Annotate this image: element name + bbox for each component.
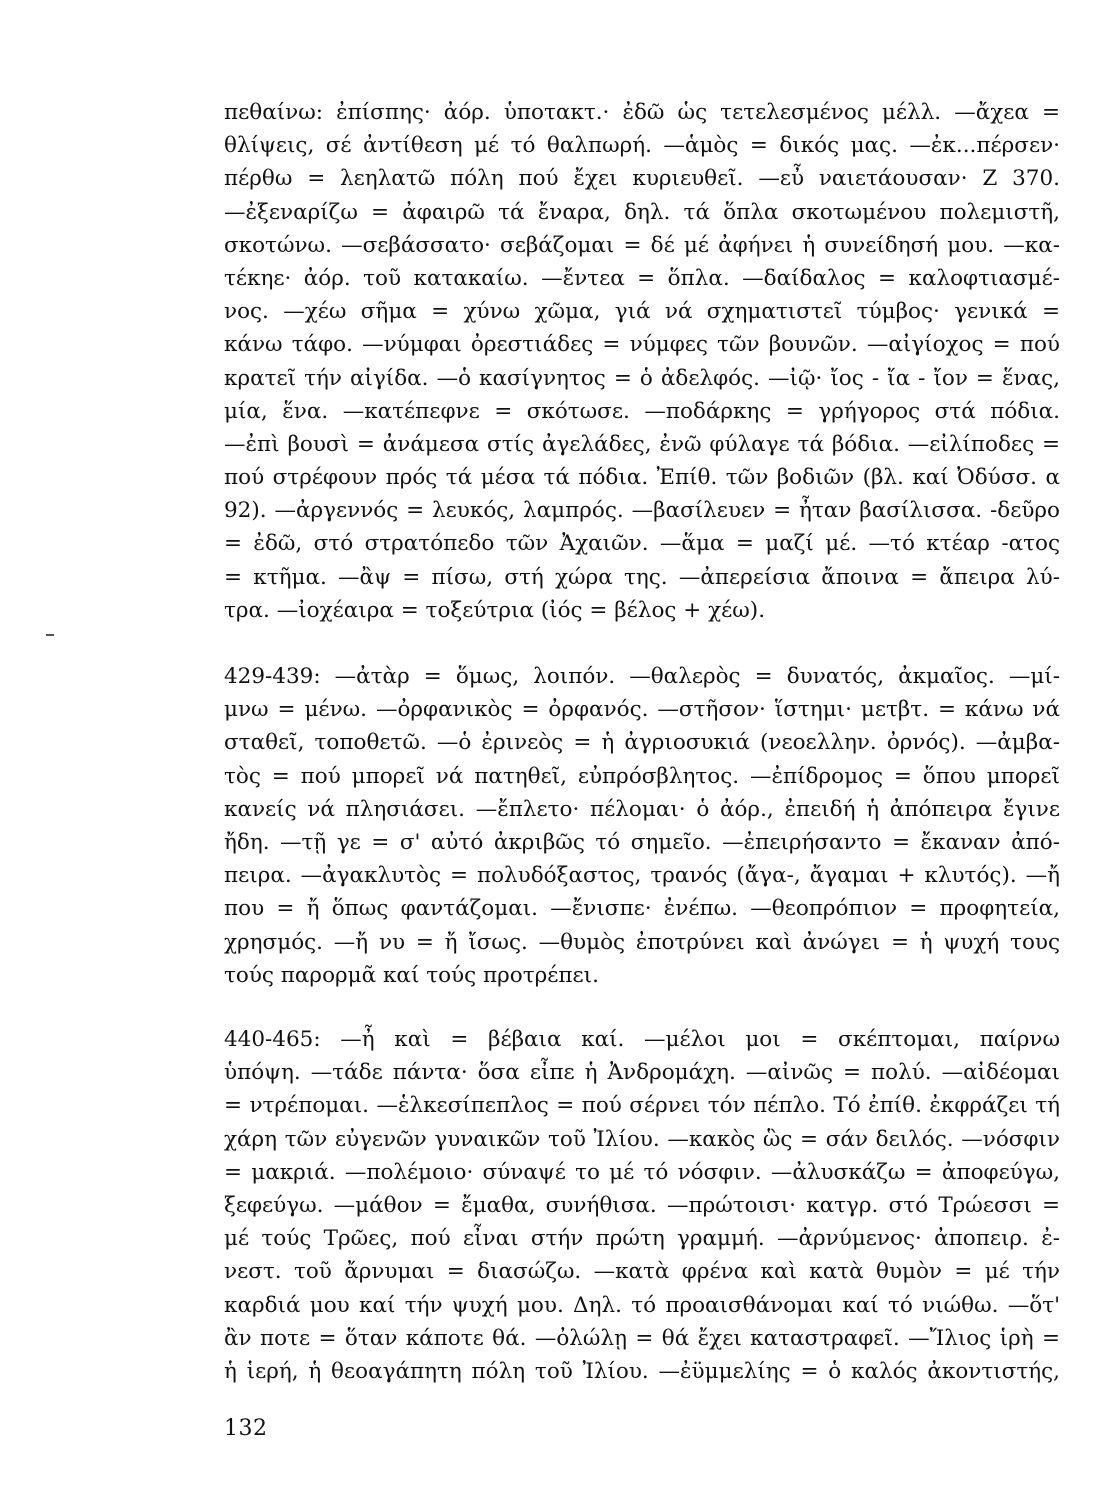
text-line: πειρα. —ἀγακλυτὸς = πολυδόξαστος, τρανός (ἄγα-, ἄγαμαι + κλυτός). —ἤ — [224, 863, 1060, 889]
text-line: χρησμός. —ἤ νυ = ἤ ἴσως. —θυμὸς ἐποτρύνει καὶ ἀνώγει = ἡ ψυχή τους — [224, 929, 1060, 955]
text-line: = κτῆμα. —ἂψ = πίσω, στή χώρα της. —ἀπερείσια ἄποινα = ἄπειρα λύ- — [224, 564, 1060, 590]
text-line: ἡ ἱερή, ἡ θεοαγάπητη πόλη τοῦ Ἰλίου. —ἐϋμμελίης = ὁ καλός ἀκοντιστής, — [224, 1358, 1060, 1384]
text-line: πού στρέφουν πρός τά μέσα τά πόδια. Ἐπίθ. τῶν βοδιῶν (βλ. καί Ὀδύσσ. α — [224, 465, 1060, 491]
text-line: τρα. —ἰοχέαιρα = τοξεύτρια (ἰός = βέλος + χέω). — [224, 597, 766, 623]
text-line: σκοτώνω. —σεβάσσατο· σεβάζομαι = δέ μέ ἀφήνει ἡ συνείδησή μου. —κα- — [224, 232, 1060, 258]
text-line: κάνω τάφο. —νύμφαι ὀρεστιάδες = νύμφες τῶν βουνῶν. —αἰγίοχος = πού — [224, 332, 1060, 358]
text-line: ἤδη. —τῇ γε = σ' αὐτό ἀκριβῶς τό σημεῖο. —ἐπειρήσαντο = ἔκαναν ἀπό- — [224, 829, 1060, 855]
margin-mark — [46, 634, 54, 636]
text-line: νεστ. τοῦ ἄρνυμαι = διασώζω. —κατὰ φρένα καὶ κατὰ θυμὸν = μέ τήν — [224, 1259, 1060, 1285]
text-line: = ἐδῶ, στό στρατόπεδο τῶν Ἀχαιῶν. —ἅμα = μαζί μέ. —τό κτέαρ -ατος — [224, 531, 1060, 557]
text-line: —ἐξεναρίζω = ἀφαιρῶ τά ἔναρα, δηλ. τά ὅπλα σκοτωμένου πολεμιστῆ, — [224, 199, 1060, 225]
text-line: μνω = μένω. —ὀρφανικὸς = ὀρφανός. —στῆσον· ἵστημι· μετβτ. = κάνω νά — [224, 697, 1060, 723]
text-line: 92). —ἀργεννός = λευκός, λαμπρός. —βασίλευεν = ἦταν βασίλισσα. -δεῦρο — [224, 498, 1060, 524]
text-line: ἂν ποτε = ὅταν κάποτε θά. —ὀλώλῃ = θά ἔχει καταστραφεῖ. —Ἴλιος ἱρὴ = — [224, 1325, 1060, 1351]
text-line: τέκηε· ἀόρ. τοῦ κατακαίω. —ἔντεα = ὅπλα. —δαίδαλος = καλοφτιασμέ- — [224, 265, 1060, 291]
text-line: κρατεῖ τήν αἰγίδα. —ὁ κασίγνητος = ὁ ἀδελφός. —ἰῷ· ἴος - ἴα - ἴον = ἕνας, — [224, 365, 1060, 391]
text-line: καρδιά μου καί τήν ψυχή μου. Δηλ. τό προαισθάνομαι καί τό νιώθω. —ὅτ' — [224, 1292, 1060, 1318]
paragraph-1 — [224, 96, 1060, 627]
text-line: = μακριά. —πολέμοιο· σύναψέ το μέ τό νόσφιν. —ἀλυσκάζω = ἀποφεύγω, — [224, 1159, 1060, 1185]
paragraph-2 — [224, 660, 1060, 992]
text-line: πεθαίνω: ἐπίσπης· ἀόρ. ὑποτακτ.· ἐδῶ ὡς τετελεσμένος μέλλ. —ἄχεα = — [224, 100, 1060, 125]
text-line: 440-465: —ἦ καὶ = βέβαια καί. —μέλοι μοι = σκέπτομαι, παίρνω — [224, 1027, 1060, 1052]
text-line: κανείς νά πλησιάσει. —ἔπλετο· πέλομαι· ὁ ἀόρ., ἐπειδή ἡ ἀπόπειρα ἔγινε — [224, 796, 1060, 822]
text-line: μέ τούς Τρῶες, πού εἶναι στήν πρώτη γραμμή. —ἀρνύμενος· ἀποπειρ. ἐ- — [224, 1226, 1060, 1252]
text-line: θλίψεις, σέ ἀντίθεση μέ τό θαλπωρή. —ἁμὸς = δικός μας. —ἐκ...πέρσεν· — [224, 133, 1060, 159]
text-line: τὸς = πού μπορεῖ νά πατηθεῖ, εὐπρόσβλητος. —ἐπίδρομος = ὅπου μπορεῖ — [224, 763, 1060, 789]
text-line: ὑπόψη. —τάδε πάντα· ὅσα εἶπε ἡ Ἀνδρομάχη. —αἰνῶς = πολύ. —αἰδέομαι — [224, 1060, 1060, 1086]
text-line: χάρη τῶν εὐγενῶν γυναικῶν τοῦ Ἰλίου. —κακὸς ὣς = σάν δειλός. —νόσφιν — [224, 1126, 1060, 1152]
text-line: —ἐπὶ βουσὶ = ἀνάμεσα στίς ἀγελάδες, ἐνῶ φύλαγε τά βόδια. —εἰλίποδες = — [224, 431, 1060, 457]
text-line: νος. —χέω σῆμα = χύνω χῶμα, γιά νά σχηματιστεῖ τύμβος· γενικά = — [224, 299, 1060, 325]
text-line: σταθεῖ, τοποθετῶ. —ὁ ἐρινεὸς = ἡ ἀγριοσυκιά (νεοελλην. ὀρνός). —ἀμβα- — [224, 730, 1060, 756]
text-line: ξεφεύγω. —μάθον = ἔμαθα, συνήθισα. —πρώτοισι· κατγρ. στό Τρώεσσι = — [224, 1192, 1060, 1218]
page-number: 132 — [224, 1416, 268, 1441]
text-line: πέρθω = λεηλατῶ πόλη πού ἔχει κυριευθεῖ. —εὖ ναιετάουσαν· Ζ 370. — [224, 166, 1060, 192]
paragraph-3 — [224, 1023, 1060, 1388]
text-line: που = ἤ ὅπως φαντάζομαι. —ἔνισπε· ἐνέπω. —θεοπρόπιον = προφητεία, — [224, 896, 1060, 922]
text-line: τούς παρορμᾶ καί τούς προτρέπει. — [224, 962, 599, 988]
text-line: = ντρέπομαι. —ἑλκεσίπεπλος = πού σέρνει τόν πέπλο. Τό ἐπίθ. ἐκφράζει τή — [224, 1093, 1060, 1119]
text-line: 429-439: —ἀτὰρ = ὅμως, λοιπόν. —θαλερὸς = δυνατός, ἀκμαῖος. —μί- — [224, 664, 1060, 689]
text-line: μία, ἕνα. —κατέπεφνε = σκότωσε. —ποδάρκης = γρήγορος στά πόδια. — [224, 398, 1060, 424]
